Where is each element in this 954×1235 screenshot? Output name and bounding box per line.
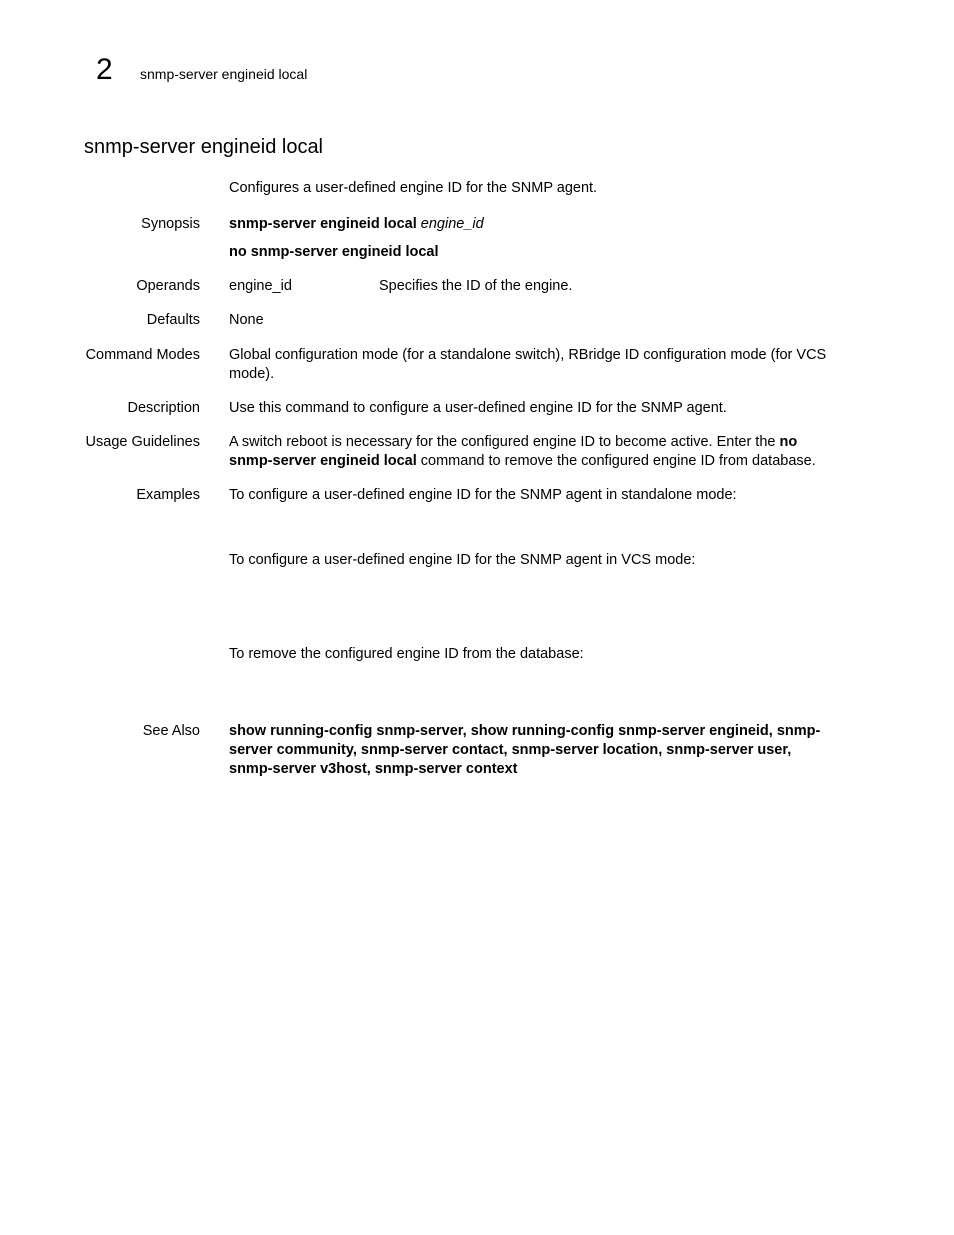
usage-text-after: command to remove the configured engine ID from database. [416,453,816,469]
synopsis-command [229,215,849,234]
chapter-number: 2 [96,53,113,86]
description-label: Description [127,400,200,416]
command-modes-text: Global configuration mode (for a standalone switch), RBridge ID configuration mode (for VCS mode). [229,347,827,382]
section-title: snmp-server engineid local [84,136,324,158]
see-also-links: show running-config snmp-server, show running-config snmp-server engineid, snmp-server community, snmp-server contact, snmp-server location, snmp-server user, snmp-server v3host, snmp-server context [229,723,821,777]
usage-command: no snmp-server engineid local [229,434,798,469]
operands-label: Operands [136,278,200,294]
example-remove-text: To remove the configured engine ID from the database: [229,646,584,662]
synopsis-command-name: snmp-server engineid local [229,216,417,232]
synopsis-command-param: engine_id [420,216,484,232]
synopsis-label: Synopsis [141,216,200,232]
example-standalone-text: To configure a user-defined engine ID for the SNMP agent in standalone mode: [229,487,737,503]
operand-name: engine_id [229,278,292,294]
intro-text: Configures a user-defined engine ID for the SNMP agent. [229,180,598,196]
defaults-value: None [229,312,264,328]
see-also-label: See Also [142,723,200,739]
defaults-label: Defaults [146,312,200,328]
examples-label: Examples [136,487,200,503]
description-text: Use this command to configure a user-defined engine ID for the SNMP agent. [229,400,727,416]
usage-guidelines-label: Usage Guidelines [85,434,200,450]
operand-description: Specifies the ID of the engine. [379,278,573,294]
usage-guidelines-text [229,433,829,471]
synopsis-no-command: no snmp-server engineid local [229,244,439,260]
command-modes-label: Command Modes [85,347,200,363]
usage-text-before: A switch reboot is necessary for the configured engine ID to become active. Enter the [229,434,780,450]
example-vcs-text: To configure a user-defined engine ID for the SNMP agent in VCS mode: [229,552,696,568]
running-header-title: snmp-server engineid local [140,66,308,82]
